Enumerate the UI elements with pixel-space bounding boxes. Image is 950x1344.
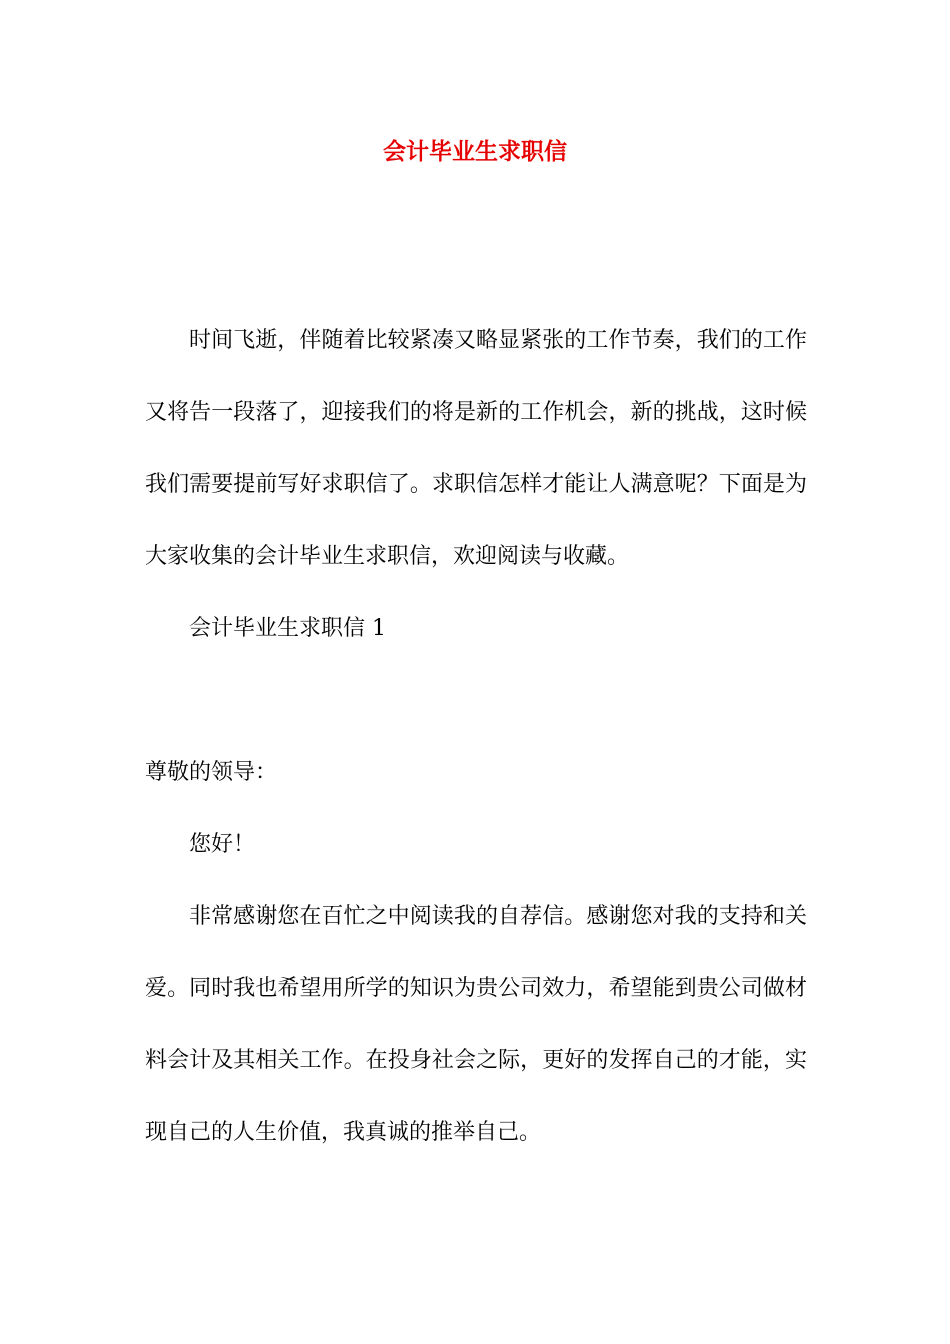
greeting: 您好！ xyxy=(189,832,256,857)
letter-subtitle: 会计毕业生求职信 1 xyxy=(189,616,386,641)
intro-paragraph: 时间飞逝，伴随着比较紧凑又略显紧张的工作节奏，我们的工作又将告一段落了，迎接我们的将是新的工作机会，新的挑战，这时候我们需要提前写好求职信了。求职信怎样才能让人满意呢？下面是为大家收集的会计毕业生求职信，欢迎阅读与收藏。 xyxy=(145,328,807,569)
body-paragraph: 非常感谢您在百忙之中阅读我的自荐信。感谢您对我的支持和关爱。同时我也希望用所学的知识为贵公司效力，希望能到贵公司做材料会计及其相关工作。在投身社会之际，更好的发挥自己的才能，实现自己的人生价值，我真诚的推举自己。 xyxy=(145,904,807,1145)
document-title: 会计毕业生求职信 xyxy=(383,139,567,165)
salutation: 尊敬的领导： xyxy=(145,760,278,785)
